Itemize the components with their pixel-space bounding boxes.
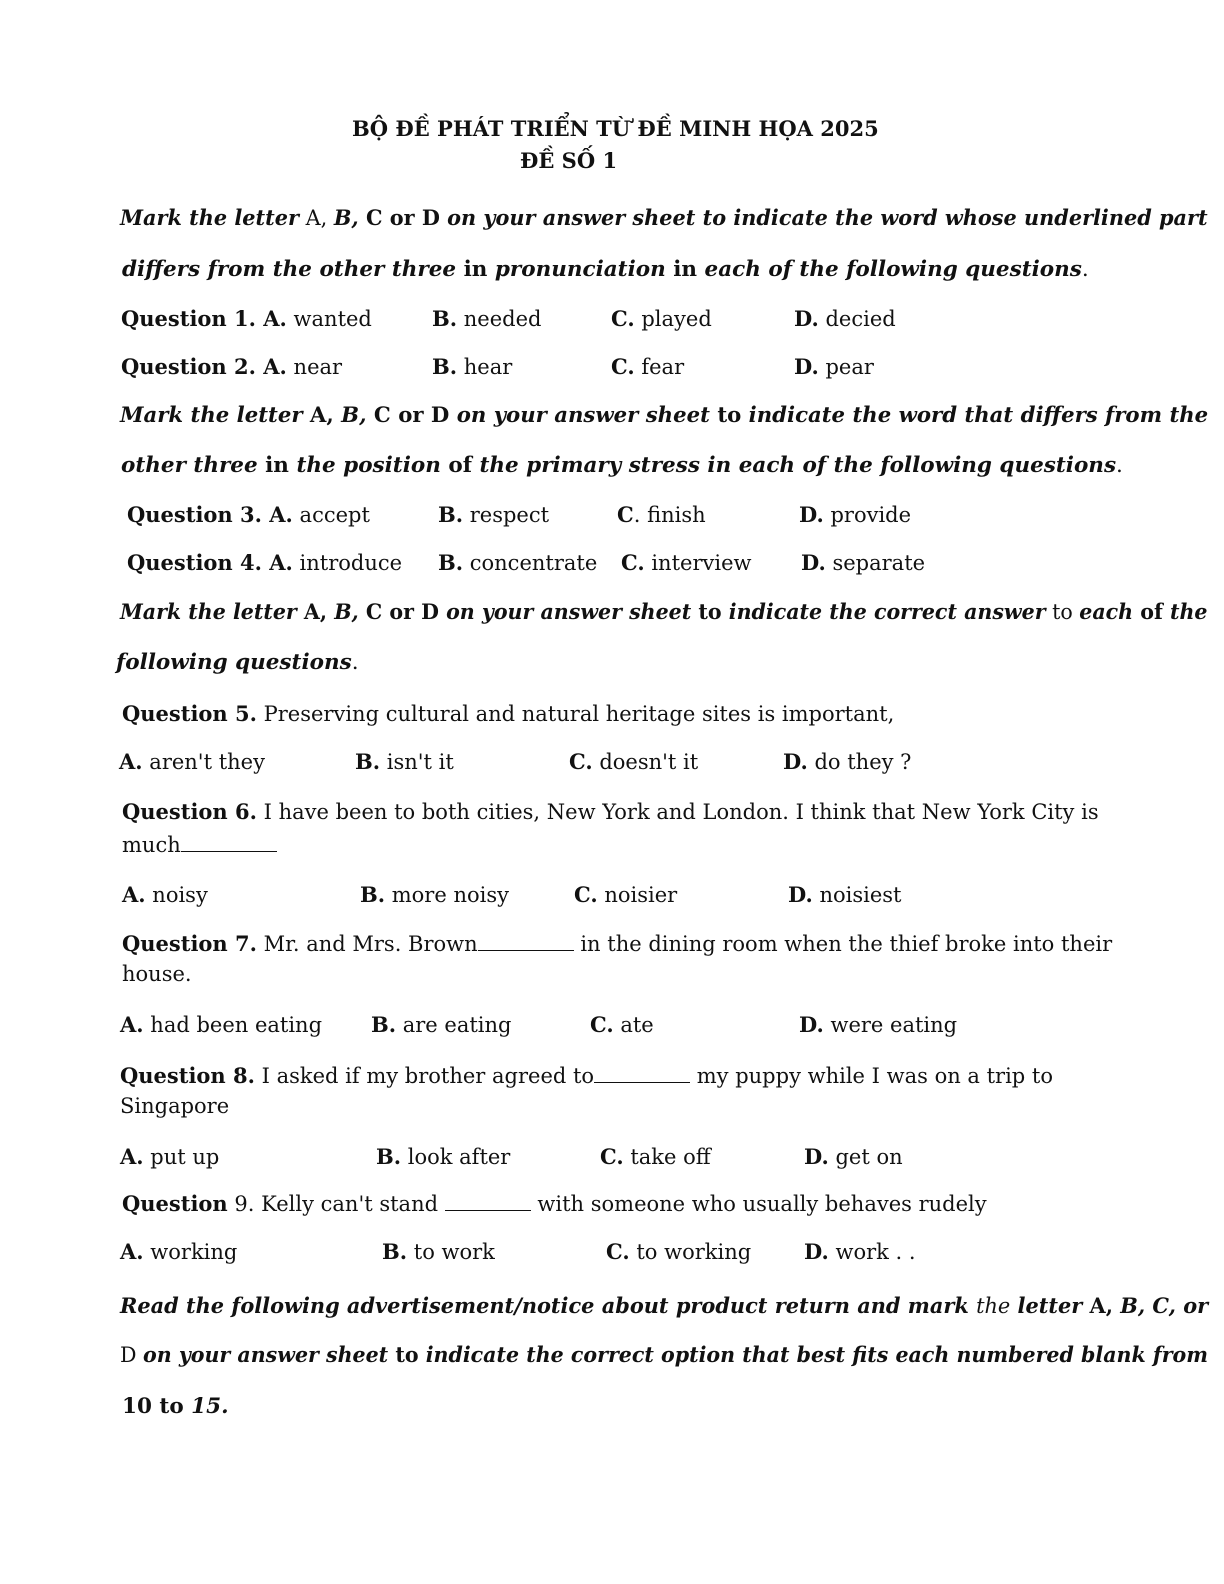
instr-text: .	[1081, 257, 1089, 282]
option-letter: A.	[120, 1239, 144, 1264]
question-text: with someone who usually behaves rudely	[537, 1192, 987, 1216]
option-letter: B.	[360, 882, 386, 907]
question-7-stem-line-2	[122, 964, 192, 985]
question-8-stem	[120, 1064, 1053, 1087]
option-text: put up	[150, 1145, 220, 1169]
instr-text: to	[388, 1343, 426, 1368]
section-2-instruction-line-1	[120, 405, 1208, 427]
option-text: needed	[463, 307, 542, 331]
question-6-option-c	[574, 884, 677, 906]
question-label: Question 3. A.	[127, 502, 293, 527]
option-text: aren't they	[149, 750, 265, 774]
question-text: Preserving cultural and natural heritage sites is important,	[263, 702, 895, 726]
instr-text: on your answer sheet to indicate the word whose underlined part	[447, 206, 1208, 231]
section-3-instruction-line-2	[116, 652, 359, 674]
option-text: to working	[636, 1240, 752, 1264]
question-number: 9.	[234, 1192, 255, 1216]
option-letter: D.	[799, 1012, 824, 1037]
answer-blank	[594, 1064, 690, 1083]
section-4-instruction-line-1	[120, 1296, 1208, 1318]
instr-text: on your answer sheet	[456, 403, 710, 428]
option-text: to work	[413, 1240, 495, 1264]
answer-blank	[445, 1192, 531, 1211]
option-letter: D.	[794, 354, 819, 379]
option-letter: A.	[119, 749, 143, 774]
question-8-option-d	[804, 1146, 903, 1168]
question-4-option-d	[801, 552, 925, 574]
instr-text: B,	[334, 600, 359, 625]
instr-text: the	[976, 1294, 1011, 1319]
instr-text: B,	[333, 206, 359, 231]
question-2-option-b	[432, 356, 512, 378]
instr-text: .	[351, 650, 359, 675]
option-text: had been eating	[150, 1013, 323, 1037]
question-8-option-b	[376, 1146, 510, 1168]
question-3-option-c	[617, 504, 706, 526]
question-label: Question 5.	[122, 701, 257, 726]
question-label: Question 2. A.	[121, 354, 287, 379]
question-1-option-d	[794, 308, 896, 330]
option-text: interview	[651, 551, 752, 575]
section-1-instruction-line-2	[122, 259, 1089, 281]
instr-text: 15.	[191, 1394, 229, 1419]
question-9-option-b	[382, 1241, 495, 1263]
option-letter: D.	[801, 550, 826, 575]
question-3	[127, 504, 370, 526]
instr-text: indicate the correct answer	[728, 600, 1046, 625]
section-2-instruction-line-2	[121, 455, 1123, 477]
instr-text: Mark the letter	[120, 403, 303, 428]
question-text: my puppy while I was on a trip to	[696, 1064, 1053, 1088]
question-9-stem	[122, 1192, 987, 1215]
instr-text: A,	[296, 600, 335, 625]
option-letter: C.	[621, 550, 645, 575]
option-text: noisy	[152, 883, 208, 907]
option-letter: D.	[783, 749, 808, 774]
option-text: separate	[832, 551, 926, 575]
option-text: fear	[641, 355, 685, 379]
instr-text: C or D	[358, 600, 447, 625]
question-9-option-c	[606, 1241, 751, 1263]
option-text: played	[641, 307, 712, 331]
option-text: were eating	[830, 1013, 958, 1037]
option-letter: C.	[569, 749, 593, 774]
option-letter: B.	[355, 749, 381, 774]
question-2-option-c	[611, 356, 684, 378]
question-7-option-c	[590, 1014, 654, 1036]
option-text: isn't it	[386, 750, 454, 774]
question-5-option-a	[119, 751, 265, 773]
instr-text: .	[1116, 453, 1123, 478]
instr-text: each	[1079, 600, 1134, 625]
answer-blank	[181, 833, 277, 852]
option-letter: B.	[382, 1239, 408, 1264]
option-text: near	[293, 355, 343, 379]
question-1	[121, 308, 372, 330]
option-text: . finish	[633, 503, 706, 527]
question-8-option-a	[120, 1146, 219, 1168]
option-text: get on	[835, 1145, 903, 1169]
instr-text: A,	[298, 206, 334, 231]
question-label: Question 6.	[122, 799, 257, 824]
question-3-option-d	[799, 504, 911, 526]
option-letter: A.	[120, 1144, 144, 1169]
option-text: working	[150, 1240, 238, 1264]
instr-text: other three	[121, 453, 258, 478]
question-5-option-d	[783, 751, 911, 773]
question-5-stem	[122, 703, 894, 725]
option-text: concentrate	[469, 551, 598, 575]
section-4-instruction-line-3	[122, 1396, 229, 1418]
option-text: decied	[825, 307, 896, 331]
option-letter: A.	[122, 882, 146, 907]
option-letter: C.	[606, 1239, 630, 1264]
question-9-option-d	[804, 1241, 916, 1263]
question-text: much	[122, 833, 181, 857]
question-2-option-d	[794, 356, 874, 378]
option-letter: C.	[600, 1144, 624, 1169]
option-text: more noisy	[391, 883, 509, 907]
section-3-instruction-line-1	[120, 602, 1208, 624]
question-text: Singapore	[120, 1094, 230, 1118]
question-3-option-b	[438, 504, 549, 526]
question-text: Mr. and Mrs. Brown	[263, 932, 478, 956]
option-letter: B.	[438, 502, 464, 527]
instr-text: to	[691, 600, 729, 625]
instr-text: in	[257, 453, 297, 478]
option-letter: B.	[371, 1012, 397, 1037]
question-8-stem-line-2	[120, 1096, 229, 1117]
option-letter: D.	[794, 306, 819, 331]
question-4-option-c	[621, 552, 751, 574]
option-text: accept	[299, 503, 370, 527]
instr-text: Mark the letter	[120, 600, 297, 625]
option-letter: B.	[376, 1144, 402, 1169]
option-letter: B.	[432, 354, 458, 379]
instr-text: on your answer sheet	[446, 600, 692, 625]
instr-text: in	[456, 257, 495, 282]
question-2	[121, 356, 342, 378]
instr-text: 10 to	[122, 1394, 192, 1419]
title-line-2: ĐỀ SỐ 1	[520, 148, 618, 173]
option-text: ate	[620, 1013, 654, 1037]
option-text: wanted	[293, 307, 372, 331]
question-label: Question	[122, 1191, 228, 1216]
question-8-option-c	[600, 1146, 711, 1168]
question-label: Question 8.	[120, 1063, 255, 1088]
option-letter: A.	[120, 1012, 144, 1037]
question-1-option-b	[432, 308, 541, 330]
question-6-stem	[122, 801, 1099, 823]
option-letter: C.	[590, 1012, 614, 1037]
instr-text: letter	[1010, 1294, 1090, 1319]
instr-text: B,	[341, 403, 367, 428]
option-text: noisiest	[819, 883, 902, 907]
instr-text: in	[665, 257, 705, 282]
question-text: house.	[122, 962, 192, 986]
option-text: introduce	[299, 551, 403, 575]
question-label: Question 1. A.	[121, 306, 287, 331]
section-4-instruction-line-2	[120, 1345, 1208, 1367]
instr-text: differs from the other three	[122, 257, 457, 282]
question-5-option-b	[355, 751, 454, 773]
instr-text: A,	[1089, 1294, 1121, 1319]
option-letter: B.	[432, 306, 458, 331]
question-text: Kelly can't stand	[261, 1192, 439, 1216]
instr-text: indicate the word that differs from the	[748, 403, 1209, 428]
instr-text: each of the following questions	[704, 257, 1082, 282]
instr-text: Mark the letter	[120, 206, 299, 231]
option-text: are eating	[402, 1013, 512, 1037]
instr-text: B, C, or	[1120, 1294, 1209, 1319]
question-6-stem-line-2	[122, 833, 277, 856]
instr-text: D	[120, 1343, 144, 1368]
option-letter: C.	[611, 354, 635, 379]
question-9-option-a	[120, 1241, 237, 1263]
option-text: do they ?	[814, 750, 912, 774]
option-letter: C.	[574, 882, 598, 907]
instr-text: of	[440, 453, 480, 478]
question-7-stem	[122, 932, 1112, 955]
question-4	[127, 552, 402, 574]
option-text: take off	[630, 1145, 711, 1169]
section-1-instruction-line-1	[120, 208, 1208, 230]
question-label: Question 7.	[122, 931, 257, 956]
question-6-option-d	[788, 884, 902, 906]
question-1-option-c	[611, 308, 712, 330]
question-text: in the dining room when the thief broke into their	[580, 932, 1113, 956]
option-letter: D.	[799, 502, 824, 527]
option-text: look after	[407, 1145, 511, 1169]
question-text: I have been to both cities, New York and London. I think that New York City is	[263, 800, 1099, 824]
option-letter: D.	[788, 882, 813, 907]
option-letter: C.	[611, 306, 635, 331]
option-letter: D.	[804, 1144, 829, 1169]
option-letter: D.	[804, 1239, 829, 1264]
question-4-option-b	[438, 552, 597, 574]
title-line-1: BỘ ĐỀ PHÁT TRIỂN TỪ ĐỀ MINH HỌA 2025	[352, 116, 879, 141]
instr-text: the position	[296, 453, 441, 478]
instr-text: Read the following advertisement/notice about product return and mark	[120, 1294, 977, 1319]
option-text: provide	[830, 503, 912, 527]
instr-text: pronunciation	[494, 257, 666, 282]
question-label: Question 4. A.	[127, 550, 293, 575]
option-letter: C	[617, 502, 634, 527]
instr-text: indicate the correct option that best fits each numbered blank from	[425, 1343, 1208, 1368]
instr-text: the	[1169, 600, 1208, 625]
instr-text: to	[709, 403, 749, 428]
question-6-option-b	[360, 884, 509, 906]
question-7-option-a	[120, 1014, 322, 1036]
instr-text: to	[1045, 600, 1080, 625]
instr-text: on your answer sheet	[143, 1343, 389, 1368]
instr-text: the primary stress in each of the following questions	[479, 453, 1117, 478]
instr-text: following questions	[116, 650, 352, 675]
answer-blank	[478, 932, 574, 951]
option-text: work . .	[835, 1240, 916, 1264]
option-letter: B.	[438, 550, 464, 575]
instr-text: C or D	[366, 403, 457, 428]
option-text: hear	[463, 355, 513, 379]
option-text: doesn't it	[599, 750, 699, 774]
question-text: I asked if my brother agreed to	[261, 1064, 595, 1088]
instr-text: C or D	[358, 206, 448, 231]
instr-text: A,	[302, 403, 342, 428]
question-7-option-d	[799, 1014, 957, 1036]
question-5-option-c	[569, 751, 698, 773]
option-text: pear	[825, 355, 874, 379]
instr-text: of	[1133, 600, 1170, 625]
option-text: respect	[469, 503, 550, 527]
question-7-option-b	[371, 1014, 511, 1036]
question-6-option-a	[122, 884, 208, 906]
option-text: noisier	[604, 883, 678, 907]
